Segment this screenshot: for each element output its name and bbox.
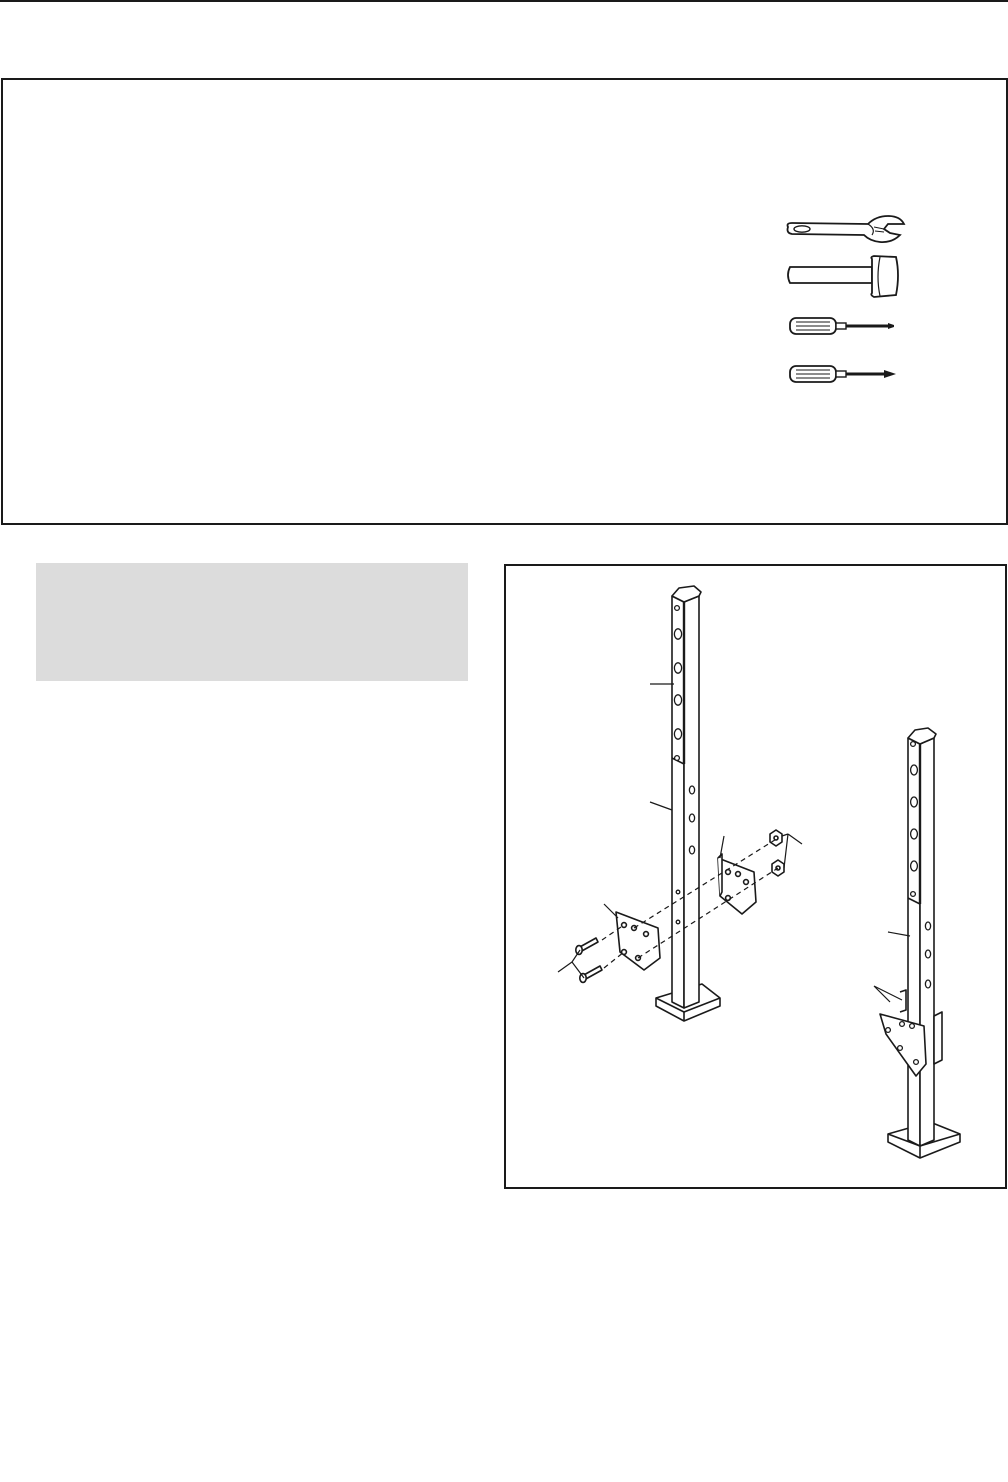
tools-icon-group [780,205,910,385]
note-box [36,563,468,681]
page-top-rule [0,0,1008,2]
rubber-mallet-icon [780,255,910,299]
bolts [576,938,602,982]
flat-screwdriver-icon [780,315,910,339]
phillips-screwdriver-icon [780,363,910,387]
leader-lines [558,684,910,1002]
left-upright-post [656,586,720,1021]
assembly-figure [504,564,1007,1189]
adjustable-wrench-icon [780,215,910,245]
front-bracket [616,912,660,970]
right-upright-post [880,728,960,1158]
assembly-diagram [506,566,1005,1187]
